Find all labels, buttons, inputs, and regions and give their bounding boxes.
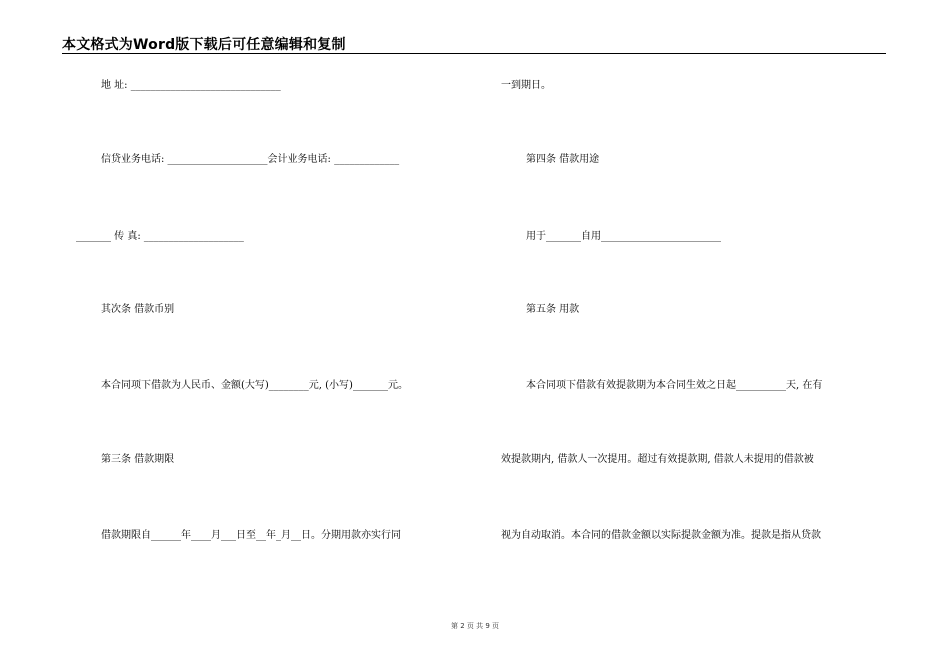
article-5-body-line-2: 效提款期内, 借款人一次提用。超过有效提款期, 借款人未提用的借款被 bbox=[501, 454, 814, 465]
continuation-line: 一到期日。 bbox=[501, 80, 551, 91]
page-number: 第 2 页 共 9 页 bbox=[450, 622, 500, 630]
phone-line: 信贷业务电话: ____________________会计业务电话: _____________ bbox=[101, 154, 400, 165]
fax-line: _______ 传 真: ____________________ bbox=[76, 231, 244, 242]
article-4-heading: 第四条 借款用途 bbox=[526, 154, 600, 165]
article-5-body-line-1: 本合同项下借款有效提款期为本合同生效之日起__________天, 在有 bbox=[526, 380, 823, 391]
article-5-heading: 第五条 用款 bbox=[526, 304, 580, 315]
document-header-title: 本文格式为Word版下载后可任意编辑和复制 bbox=[62, 37, 346, 53]
article-3-heading: 第三条 借款期限 bbox=[101, 454, 175, 465]
article-3-body: 借款期限自______年____月___日至__年_月__日。分期用款亦实行同 bbox=[101, 530, 401, 541]
article-5-body-line-3: 视为自动取消。本合同的借款金额以实际提款金额为准。提款是指从贷款 bbox=[501, 530, 821, 541]
header-divider bbox=[62, 53, 886, 54]
article-2-body: 本合同项下借款为人民币、金额(大写)________元, (小写)_______元。 bbox=[101, 380, 408, 391]
address-line: 地 址: ______________________________ bbox=[101, 80, 281, 91]
article-4-body: 用于_______自用________________________ bbox=[526, 231, 721, 242]
article-2-heading: 其次条 借款币别 bbox=[101, 304, 175, 315]
